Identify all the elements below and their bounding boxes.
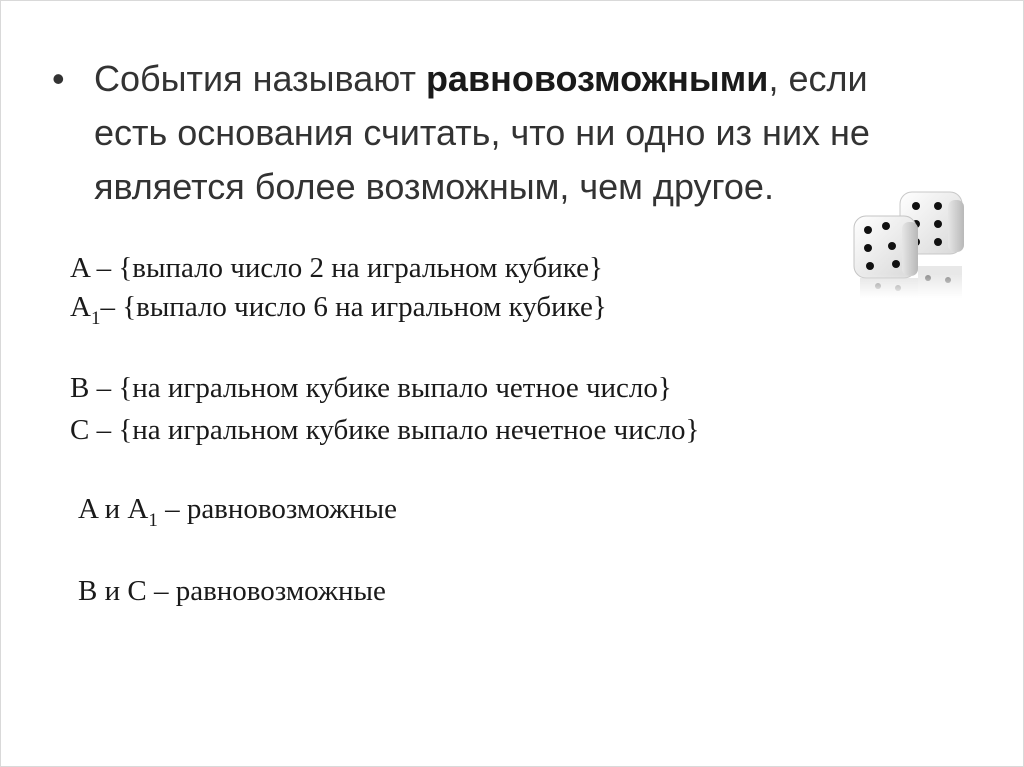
definition-line-2: есть основания считать, что ни одно из них не <box>94 112 870 153</box>
front-die <box>854 216 918 278</box>
event-a1-label: A <box>70 291 91 323</box>
event-a-text: – {выпало число 2 на игральном кубике} <box>89 252 603 284</box>
event-a-label: A <box>70 252 90 284</box>
event-a1-text: – {выпало число 6 на игральном кубике} <box>100 291 607 323</box>
dice-icon <box>848 186 972 298</box>
bullet-point: • <box>52 58 65 99</box>
conclusion-a-a1-label: A и A <box>78 493 149 525</box>
event-c: C – {на игральном кубике выпало нечетное число} <box>70 414 700 446</box>
definition-line-3: является более возможным, чем другое. <box>94 166 774 207</box>
event-a <box>70 252 603 285</box>
definition-text-end: , если <box>768 58 868 99</box>
conclusion-a-a1 <box>78 493 397 531</box>
conclusion-a-a1-text: – равновозможные <box>157 493 397 525</box>
event-b: B – {на игральном кубике выпало четное число} <box>70 372 672 404</box>
definition-text-start: События называют <box>94 58 426 99</box>
event-a1 <box>70 291 607 329</box>
definition-bold-term: равновозможными <box>425 58 769 99</box>
conclusion-a1-subscript: 1 <box>148 510 158 531</box>
conclusion-b-c: B и C – равновозможные <box>78 575 386 607</box>
event-a1-subscript: 1 <box>90 308 101 329</box>
definition-line-1 <box>94 52 868 106</box>
